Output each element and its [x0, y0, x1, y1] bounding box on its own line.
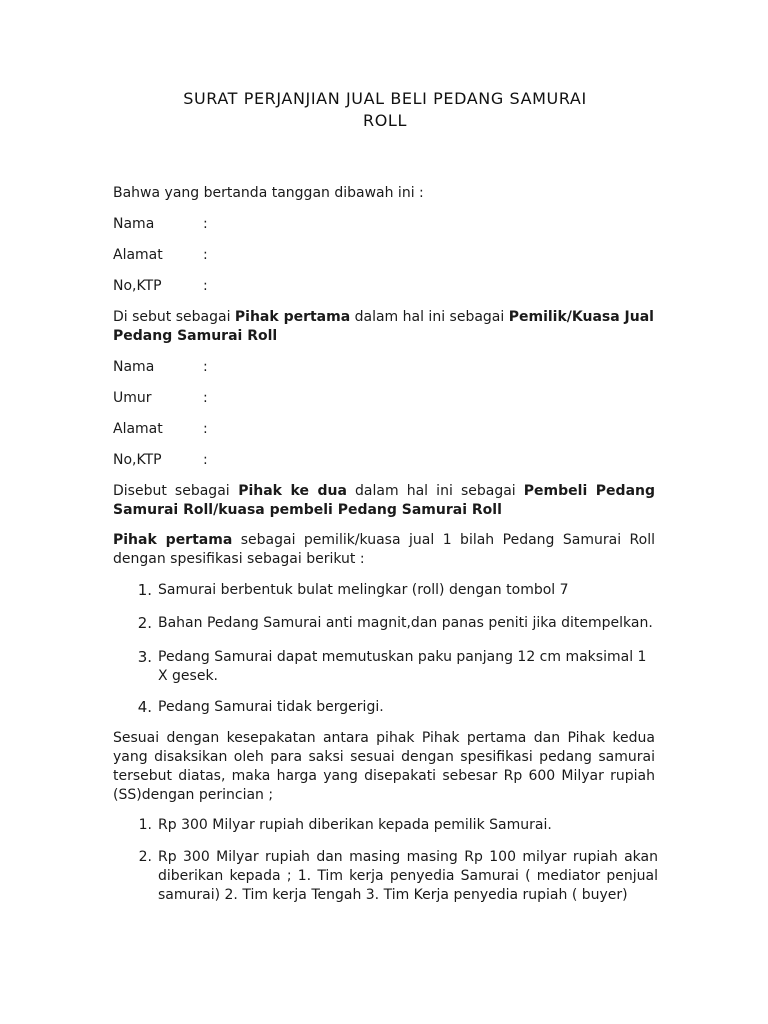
- field-colon: :: [203, 452, 208, 468]
- party2-field-nama: [113, 358, 208, 377]
- party2-field-umur: [113, 389, 208, 408]
- field-colon: :: [203, 278, 208, 294]
- list-item: [128, 848, 658, 905]
- list-text: Samurai berbentuk bulat melingkar (roll) dengan tombol 7: [158, 582, 569, 598]
- list-number: 2.: [138, 849, 152, 865]
- party2-description: Disebut sebagai Pihak ke dua dalam hal ini sebagai Pembeli Pedang Samurai Roll/kuasa pembeli Pedang Samurai Roll: [113, 483, 656, 518]
- field-label: Nama: [113, 216, 155, 232]
- field-colon: :: [203, 390, 208, 406]
- list-text: Pedang Samurai dapat memutuskan paku panjang 12 cm maksimal 1 X gesek.: [158, 649, 647, 684]
- field-colon: :: [203, 216, 208, 232]
- party1-field-alamat: [113, 246, 208, 265]
- title-line-2: ROLL: [363, 111, 407, 130]
- list-number: 4.: [137, 698, 152, 716]
- field-label: Umur: [113, 390, 152, 406]
- party1-field-noktp: [113, 277, 208, 296]
- title-line-1: SURAT PERJANJIAN JUAL BELI PEDANG SAMURAI: [183, 89, 587, 108]
- list-text: Rp 300 Milyar rupiah diberikan kepada pemilik Samurai.: [158, 817, 552, 833]
- list-text: Rp 300 Milyar rupiah dan masing masing Rp 100 milyar rupiah akan diberikan kepada ; 1. Tim kerja penyedia Samurai ( mediator penjual samurai) 2. Tim kerja Tengah 3. Tim Kerja penyedia rupiah ( buyer): [158, 849, 658, 903]
- list-item: [128, 614, 658, 633]
- field-label: Alamat: [113, 247, 163, 263]
- list-number: 1.: [137, 581, 152, 599]
- party1-description: Di sebut sebagai Pihak pertama dalam hal ini sebagai Pemilik/Kuasa Jual Pedang Samurai Roll: [113, 309, 654, 344]
- field-colon: :: [203, 247, 208, 263]
- list-item: [128, 648, 658, 686]
- document-title: [120, 88, 650, 132]
- field-colon: :: [203, 421, 208, 437]
- list-number: 2.: [137, 614, 152, 632]
- party2-field-alamat: [113, 420, 208, 439]
- agreement-text: Sesuai dengan kesepakatan antara pihak Pihak pertama dan Pihak kedua yang disaksikan oleh para saksi sesuai dengan spesifikasi pedang samurai tersebut diatas, maka harga yang disepakati sebesar Rp 600 Milyar rupiah (SS)dengan perincian ;: [113, 730, 655, 803]
- field-label: Nama: [113, 359, 155, 375]
- intro-text: Bahwa yang bertanda tanggan dibawah ini :: [113, 185, 424, 201]
- field-colon: :: [203, 359, 208, 375]
- field-label: No,KTP: [113, 452, 162, 468]
- list-text: Pedang Samurai tidak bergerigi.: [158, 699, 384, 715]
- list-item: [128, 581, 658, 600]
- list-item: [128, 816, 658, 835]
- party1-field-nama: [113, 215, 208, 234]
- field-label: Alamat: [113, 421, 163, 437]
- list-number: 3.: [137, 648, 152, 666]
- list-text: Bahan Pedang Samurai anti magnit,dan panas peniti jika ditempelkan.: [158, 615, 653, 631]
- field-label: No,KTP: [113, 278, 162, 294]
- list-item: [128, 698, 658, 717]
- list-number: 1.: [138, 817, 152, 833]
- party2-field-noktp: [113, 451, 208, 470]
- spec-intro: Pihak pertama sebagai pemilik/kuasa jual 1 bilah Pedang Samurai Roll dengan spesifikasi sebagai berikut :: [113, 532, 655, 567]
